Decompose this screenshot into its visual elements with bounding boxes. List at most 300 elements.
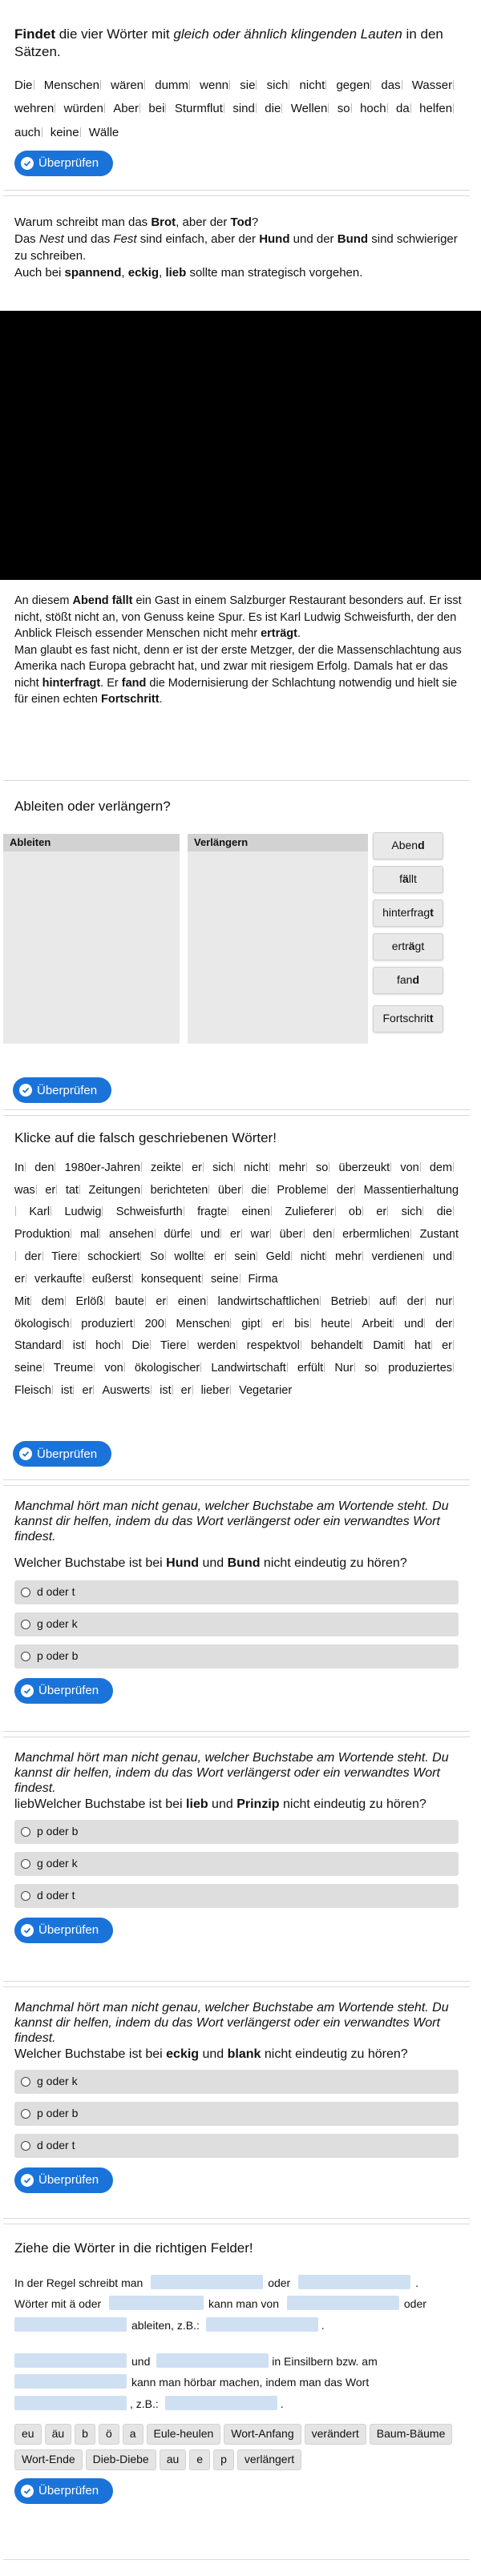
clickable-word[interactable]: ökologischer xyxy=(134,1362,200,1375)
clickable-word[interactable]: eußerst xyxy=(91,1272,131,1286)
clickable-word[interactable]: so xyxy=(316,1161,329,1174)
draggable-word[interactable]: eu xyxy=(14,2424,42,2445)
word-separator xyxy=(144,80,148,90)
word-separator xyxy=(387,103,390,113)
clickable-word[interactable]: Probleme xyxy=(277,1183,327,1197)
word-card[interactable] xyxy=(373,866,443,893)
draggable-word[interactable]: p xyxy=(213,2449,234,2470)
clickable-word[interactable]: werden xyxy=(197,1339,236,1353)
word-separator xyxy=(453,80,456,90)
clickable-word[interactable]: Nur xyxy=(334,1362,354,1375)
word-separator xyxy=(56,1185,59,1194)
word-separator xyxy=(354,1185,358,1194)
word-separator xyxy=(229,80,232,90)
word-separator xyxy=(36,1185,39,1194)
clickable-word[interactable]: und xyxy=(404,1317,424,1330)
word-separator xyxy=(453,1251,456,1261)
clickable-word[interactable]: Menschen xyxy=(176,1317,230,1330)
word-separator xyxy=(453,103,456,113)
clickable-word[interactable]: Fleisch xyxy=(14,1384,51,1398)
draggable-word[interactable]: verlängert xyxy=(237,2449,301,2470)
clickable-word[interactable]: Zeitungen xyxy=(88,1183,141,1197)
draggable-word[interactable]: Dieb-Diebe xyxy=(86,2449,156,2470)
clickable-word[interactable]: den xyxy=(313,1228,333,1242)
word-part-highlight: t xyxy=(429,1012,434,1025)
word-separator xyxy=(257,1251,260,1261)
option-label: d oder t xyxy=(37,1585,75,1599)
word-separator xyxy=(351,1318,354,1328)
clickable-word[interactable]: da xyxy=(396,102,410,116)
drop-field[interactable] xyxy=(151,2275,263,2289)
word-separator xyxy=(453,1362,456,1372)
check-button[interactable]: Überprüfen xyxy=(14,2478,113,2504)
word-separator xyxy=(410,1229,414,1238)
word-separator xyxy=(402,80,405,90)
clickable-word[interactable]: Mit xyxy=(14,1294,30,1308)
clickable-word[interactable]: und xyxy=(432,1250,453,1264)
clickable-word[interactable]: Treume xyxy=(53,1362,94,1375)
word-separator xyxy=(220,1229,224,1238)
paragraph xyxy=(14,1157,459,1403)
draggable-word[interactable]: Eule-heulen xyxy=(147,2424,221,2445)
clickable-word[interactable]: der xyxy=(435,1317,453,1330)
cloze-text: In der Regel schreibt man oder . Wörter mit ä oder kann man von oder ableiten, z.B.: . und in Einsilbern bzw. am kann man hörbar machen, indem man das Wort , z.B.: . xyxy=(14,2276,426,2410)
text-brot-tod xyxy=(3,195,470,293)
clickable-word[interactable]: wenn xyxy=(200,78,229,93)
word-separator xyxy=(335,1206,338,1216)
word-separator xyxy=(203,1162,206,1172)
clickable-word[interactable]: von xyxy=(400,1161,419,1174)
clickable-word[interactable]: er xyxy=(82,1384,93,1398)
clickable-word[interactable]: Aber xyxy=(113,102,139,116)
clickable-word[interactable]: war xyxy=(250,1228,269,1242)
clickable-word[interactable]: der xyxy=(24,1250,42,1264)
drop-field[interactable] xyxy=(287,2296,399,2310)
question-line-1: Warum schreibt man das Brot, aber der Tod? xyxy=(14,215,259,229)
clickable-word[interactable]: den xyxy=(34,1161,55,1174)
drop-field[interactable] xyxy=(14,2396,127,2410)
clickable-word[interactable]: die xyxy=(436,1205,453,1219)
drop-field[interactable] xyxy=(14,2374,127,2389)
clickable-word[interactable]: lieber xyxy=(200,1384,230,1398)
clickable-word[interactable]: er xyxy=(229,1228,240,1242)
clickable-word[interactable]: bei xyxy=(148,102,165,116)
clickable-word[interactable]: sein xyxy=(234,1250,257,1264)
word-part: fan xyxy=(396,973,413,987)
exercise-title: Ziehe die Wörter in die richtigen Felder! xyxy=(14,2240,253,2256)
word-separator xyxy=(362,1206,366,1216)
check-button[interactable]: Überprüfen xyxy=(13,1077,111,1103)
clickable-word[interactable]: nicht xyxy=(300,1250,325,1264)
answer-option[interactable] xyxy=(14,1820,459,1844)
check-button[interactable]: Überprüfen xyxy=(14,1918,113,1943)
word-part: gt xyxy=(414,940,425,953)
clickable-word[interactable]: Menschen xyxy=(43,78,99,93)
clickable-word[interactable]: sich xyxy=(266,78,289,93)
clickable-word[interactable]: Produktion xyxy=(14,1228,71,1242)
clickable-word[interactable]: er xyxy=(272,1317,283,1330)
clickable-word[interactable]: mehr xyxy=(335,1250,362,1264)
word-separator xyxy=(150,1340,153,1350)
clickable-word[interactable]: helfen xyxy=(419,102,453,116)
word-separator xyxy=(200,1362,204,1372)
word-separator xyxy=(325,80,329,90)
clickable-word[interactable]: Wasser xyxy=(411,78,453,93)
word-separator xyxy=(165,1318,168,1328)
clickable-word[interactable]: baute xyxy=(115,1294,144,1308)
clickable-word[interactable]: einen xyxy=(177,1294,207,1308)
word-separator xyxy=(124,1362,127,1372)
check-icon xyxy=(19,1084,32,1097)
clickable-word[interactable]: In xyxy=(14,1161,25,1174)
draggable-word[interactable]: e xyxy=(189,2449,210,2470)
question: Welcher Buchstabe ist bei Hund und Bund nicht eindeutig zu hören? xyxy=(14,1556,407,1570)
word-separator xyxy=(225,1251,228,1261)
draggable-word[interactable]: Baum-Bäume xyxy=(370,2424,453,2445)
clickable-word[interactable]: über xyxy=(279,1228,303,1242)
clickable-word[interactable]: tat xyxy=(65,1183,79,1197)
word-separator xyxy=(79,1251,82,1261)
word-card[interactable] xyxy=(373,900,443,927)
clickable-word[interactable]: keine xyxy=(50,125,79,139)
word-separator xyxy=(304,1229,307,1238)
draggable-word[interactable]: a xyxy=(123,2424,143,2445)
word-separator xyxy=(51,1206,54,1216)
clickable-word[interactable]: sind xyxy=(232,102,255,116)
word-part-highlight: ä xyxy=(408,940,415,953)
clickable-word[interactable]: Zustant xyxy=(419,1228,459,1242)
clickable-word[interactable]: Damit xyxy=(373,1339,404,1353)
clickable-word[interactable]: überzeukt xyxy=(338,1161,390,1174)
clickable-word[interactable]: erbermlichen xyxy=(342,1228,410,1242)
option-label: d oder t xyxy=(37,2138,75,2151)
sentence-words xyxy=(14,74,459,144)
drop-field[interactable] xyxy=(206,2317,318,2332)
quiz-hund-bund xyxy=(3,1485,470,1732)
word-separator xyxy=(145,1296,148,1306)
clickable-word[interactable]: so xyxy=(364,1362,378,1375)
question: liebWelcher Buchstabe ist bei lieb und Prinzip nicht eindeutig zu hören? xyxy=(14,1797,426,1811)
clickable-word[interactable]: der xyxy=(337,1183,354,1197)
clickable-word[interactable]: sie xyxy=(240,78,256,93)
word-separator xyxy=(172,1385,176,1395)
clickable-word[interactable]: wehren xyxy=(14,102,55,116)
clickable-word[interactable]: seine xyxy=(14,1362,42,1375)
drop-field[interactable] xyxy=(165,2396,277,2410)
word-separator xyxy=(328,103,331,113)
word-separator xyxy=(362,1251,366,1261)
clickable-word[interactable]: verdienen xyxy=(371,1250,423,1264)
word-separator xyxy=(230,1318,233,1328)
clickable-word[interactable]: ist xyxy=(72,1339,85,1353)
clickable-word[interactable]: produziert xyxy=(81,1317,133,1330)
word-separator xyxy=(327,1185,330,1194)
word-separator xyxy=(306,1162,309,1172)
question-line-3: Auch bei spannend, eckig, lieb sollte man strategisch vorgehen. xyxy=(14,266,363,280)
word-separator xyxy=(268,1185,271,1194)
clickable-word[interactable]: Tiere xyxy=(160,1339,187,1353)
drop-field[interactable] xyxy=(156,2353,269,2368)
word-separator xyxy=(204,1251,208,1261)
word-separator xyxy=(202,1274,205,1283)
exercise-fill-blanks xyxy=(3,2224,470,2560)
clickable-word[interactable]: auf xyxy=(379,1294,396,1308)
word-separator xyxy=(291,1251,294,1261)
clickable-word[interactable]: auch xyxy=(14,125,41,139)
drop-field[interactable] xyxy=(109,2296,204,2310)
clickable-word[interactable]: dem xyxy=(41,1294,65,1308)
word-separator xyxy=(52,1385,55,1395)
check-icon xyxy=(21,1684,34,1697)
clickable-word[interactable]: ansehen xyxy=(109,1228,154,1242)
word-separator xyxy=(207,1296,210,1306)
clickable-word[interactable]: Arbeit xyxy=(362,1317,393,1330)
text-schweisfurth: An diesem Abend fällt ein Gast in einem Salzburger Restaurant besonders auf. Er isst nicht, stößt nicht an, von Genuss keine Spur. Es ist Karl Ludwig Schweisfurth, der den Anblick Fleisch essender Menschen nicht mehr erträgt. Man glaubt es fast nicht, denn er ist der erste Metzger, der die Massenschlachtung aus Amerika nach Europa gebracht hat, und zwar mit riesigem Erfolg. Damals hat er das nicht hinterfragt. Er fand die Modernisierung der Schlachtung notwendig und hielt sie für einen echten Fortschritt. xyxy=(14,594,462,706)
clickable-word[interactable]: produziertes xyxy=(388,1362,453,1375)
word-separator xyxy=(182,1162,185,1172)
clickable-word[interactable]: Massentierhaltung xyxy=(363,1183,459,1197)
check-button[interactable]: Überprüfen xyxy=(14,151,113,176)
word-separator xyxy=(404,1340,407,1350)
clickable-word[interactable]: 200 xyxy=(144,1317,164,1330)
clickable-word[interactable]: gegen xyxy=(336,78,370,93)
drop-field[interactable] xyxy=(14,2317,127,2332)
word-separator xyxy=(102,1206,105,1216)
clickable-word[interactable]: Die xyxy=(14,78,33,93)
clickable-word[interactable]: schockiert xyxy=(87,1250,140,1264)
word-separator xyxy=(141,1162,144,1172)
clickable-word[interactable]: sich xyxy=(212,1161,233,1174)
word-separator xyxy=(104,1296,107,1306)
word-separator xyxy=(256,103,259,113)
answer-option[interactable] xyxy=(14,2102,459,2126)
word-separator xyxy=(189,80,192,90)
clickable-word[interactable]: ob xyxy=(348,1205,362,1219)
word-card[interactable] xyxy=(373,967,443,994)
word-separator xyxy=(55,1162,58,1172)
exercise-spelling-errors xyxy=(3,1115,470,1480)
check-button[interactable]: Überprüfen xyxy=(14,1678,113,1704)
dropzone-verlaengern[interactable]: Verlängern xyxy=(188,834,368,1044)
clickable-word[interactable]: Auswerts xyxy=(102,1384,151,1398)
clickable-word[interactable]: Erlöß xyxy=(75,1294,104,1308)
word-separator xyxy=(42,1251,46,1261)
option-label: p oder b xyxy=(37,1824,79,1837)
word-separator xyxy=(453,1296,456,1306)
word-card[interactable] xyxy=(373,933,443,960)
draggable-word[interactable]: ö xyxy=(99,2424,119,2445)
clickable-word[interactable]: über xyxy=(217,1183,241,1197)
clickable-word[interactable]: mal xyxy=(80,1228,99,1242)
clickable-word[interactable]: er xyxy=(180,1384,192,1398)
check-button[interactable]: Überprüfen xyxy=(13,1441,111,1467)
option-label: p oder b xyxy=(37,2106,79,2119)
clickable-word[interactable]: die xyxy=(251,1183,267,1197)
draggable-word[interactable]: au xyxy=(160,2449,187,2470)
video-player[interactable] xyxy=(0,311,481,580)
clickable-word[interactable]: Tiere xyxy=(51,1250,78,1264)
check-icon xyxy=(21,2485,34,2498)
clickable-word[interactable]: er xyxy=(376,1205,387,1219)
clickable-word[interactable]: hoch xyxy=(360,102,386,116)
question-line-2: Das Nest und das Fest sind einfach, aber der Hund und der Bund sind schwieriger zu schreiben. xyxy=(14,232,458,263)
clickable-word[interactable]: 1980er-Jahren xyxy=(64,1161,140,1174)
word-separator xyxy=(370,80,374,90)
option-label: d oder t xyxy=(37,1888,75,1902)
answer-option[interactable] xyxy=(14,1644,459,1668)
clickable-word[interactable]: was xyxy=(14,1183,35,1197)
clickable-word[interactable]: er xyxy=(442,1339,452,1353)
clickable-word[interactable]: Vegetarier xyxy=(239,1384,293,1398)
option-label: g oder k xyxy=(37,1856,78,1870)
word-separator xyxy=(390,1162,394,1172)
clickable-word[interactable]: Standard xyxy=(14,1339,62,1353)
check-icon xyxy=(21,1924,34,1937)
clickable-word[interactable]: landwirtschaftlichen xyxy=(217,1294,320,1308)
answer-option[interactable] xyxy=(14,1612,459,1636)
clickable-word[interactable]: So xyxy=(150,1250,164,1264)
clickable-word[interactable]: hat xyxy=(414,1339,431,1353)
clickable-word[interactable]: würden xyxy=(63,102,103,116)
clickable-word[interactable]: dem xyxy=(429,1161,453,1174)
clickable-word[interactable]: und xyxy=(200,1228,220,1242)
radio-icon xyxy=(21,1588,30,1597)
draggable-word[interactable]: Wort-Ende xyxy=(14,2449,83,2470)
clickable-word[interactable]: der xyxy=(406,1294,424,1308)
clickable-word[interactable]: Schweisfurth xyxy=(115,1205,183,1219)
answer-option[interactable] xyxy=(14,2070,459,2094)
answer-option[interactable] xyxy=(14,1884,459,1908)
clickable-word[interactable]: hoch xyxy=(95,1339,121,1353)
clickable-word[interactable]: ist xyxy=(160,1384,172,1398)
word-separator xyxy=(387,1206,390,1216)
clickable-word[interactable]: die xyxy=(265,102,281,116)
clickable-word[interactable]: er xyxy=(213,1250,224,1264)
word-separator xyxy=(167,1296,170,1306)
clickable-word[interactable]: Wellen xyxy=(290,102,328,116)
clickable-word[interactable]: Karl xyxy=(29,1205,51,1219)
clickable-word[interactable]: Geld xyxy=(265,1250,291,1264)
radio-icon xyxy=(21,1827,30,1837)
clickable-word[interactable]: gipt xyxy=(241,1317,261,1330)
clickable-word[interactable]: Zulieferer xyxy=(285,1205,334,1219)
clickable-word[interactable]: behandelt xyxy=(310,1339,362,1353)
answer-option[interactable] xyxy=(14,1580,459,1604)
clickable-word[interactable]: so xyxy=(337,102,350,116)
clickable-word[interactable]: von xyxy=(104,1362,123,1375)
clickable-word[interactable]: erfült xyxy=(297,1362,324,1375)
clickable-word[interactable]: er xyxy=(45,1183,56,1197)
word-separator xyxy=(165,103,168,113)
clickable-word[interactable]: seine xyxy=(210,1272,239,1286)
draggable-word[interactable]: verändert xyxy=(305,2424,366,2445)
word-card[interactable] xyxy=(373,832,443,859)
clickable-word[interactable]: nicht xyxy=(244,1161,269,1174)
word-separator xyxy=(289,80,292,90)
clickable-word[interactable]: er xyxy=(156,1294,167,1308)
clickable-word[interactable]: wollte xyxy=(174,1250,204,1264)
clickable-word[interactable]: konsequent xyxy=(140,1272,201,1286)
clickable-word[interactable]: Sturmflut xyxy=(174,102,223,116)
clickable-word[interactable]: Die xyxy=(131,1339,150,1353)
word-separator xyxy=(281,103,285,113)
clickable-word[interactable]: respektvol xyxy=(246,1339,300,1353)
answer-option[interactable] xyxy=(14,2134,459,2158)
word-separator xyxy=(240,1274,243,1283)
clickable-word[interactable]: sich xyxy=(401,1205,422,1219)
word-separator xyxy=(396,1296,399,1306)
word-separator xyxy=(42,127,45,137)
word-separator xyxy=(261,1318,265,1328)
word-card[interactable] xyxy=(373,1005,443,1032)
clickable-word[interactable]: Wälle xyxy=(88,125,119,139)
clickable-word[interactable]: Betrieb xyxy=(330,1294,368,1308)
clickable-word[interactable]: Landwirtschaft xyxy=(211,1362,286,1375)
clickable-word[interactable]: einen xyxy=(241,1205,270,1219)
word-separator xyxy=(310,1318,313,1328)
check-button[interactable]: Überprüfen xyxy=(14,2167,113,2193)
clickable-word[interactable]: dürfe xyxy=(164,1228,191,1242)
drop-field[interactable] xyxy=(298,2275,410,2289)
word-part: Aben xyxy=(391,839,418,852)
word-separator xyxy=(15,1206,18,1216)
word-separator xyxy=(93,1385,96,1395)
word-separator xyxy=(410,103,414,113)
clickable-word[interactable]: mehr xyxy=(278,1161,305,1174)
word-separator xyxy=(104,103,107,113)
clickable-word[interactable]: berichteten xyxy=(150,1183,208,1197)
clickable-word[interactable]: wären xyxy=(111,78,144,93)
clickable-word[interactable]: er xyxy=(192,1161,202,1174)
word-separator xyxy=(155,1229,158,1238)
option-label: p oder b xyxy=(37,1649,79,1663)
clickable-word[interactable]: zeikte xyxy=(151,1161,181,1174)
clickable-word[interactable]: nicht xyxy=(299,78,325,93)
clickable-word[interactable]: heute xyxy=(321,1317,350,1330)
clickable-word[interactable]: nur xyxy=(435,1294,453,1308)
word-separator xyxy=(224,103,227,113)
clickable-word[interactable]: dumm xyxy=(155,78,188,93)
clickable-word[interactable]: er xyxy=(14,1272,25,1286)
draggable-word[interactable]: äu xyxy=(45,2424,72,2445)
clickable-word[interactable]: das xyxy=(381,78,401,93)
clickable-word[interactable]: Ludwig xyxy=(64,1205,102,1219)
word-separator xyxy=(83,1274,87,1283)
drop-field[interactable] xyxy=(14,2353,127,2368)
word-separator xyxy=(423,1251,426,1261)
clickable-word[interactable]: bis xyxy=(294,1317,309,1330)
exercise-sort-words xyxy=(3,780,470,1110)
hint: Manchmal hört man nicht genau, welcher Buchstabe am Wortende steht. Du kannst dir helfen, indem du das Wort verlängerst oder ein verwandtes Wort findest. xyxy=(14,1751,449,1796)
clickable-word[interactable]: ist xyxy=(60,1384,73,1398)
draggable-word[interactable]: Wort-Anfang xyxy=(224,2424,301,2445)
clickable-word[interactable]: Firma xyxy=(248,1272,278,1286)
quiz-eckig-blank xyxy=(3,1986,470,2219)
word-separator xyxy=(453,1162,456,1172)
word-separator xyxy=(65,1296,68,1306)
word-separator xyxy=(324,1362,327,1372)
clickable-word[interactable]: fragte xyxy=(197,1205,228,1219)
word-separator xyxy=(34,80,37,90)
clickable-word[interactable]: ökologisch xyxy=(14,1317,70,1330)
word-separator xyxy=(329,1162,332,1172)
word-separator xyxy=(234,1162,237,1172)
draggable-word[interactable]: b xyxy=(75,2424,95,2445)
answer-option[interactable] xyxy=(14,1852,459,1876)
dropzone-ableiten[interactable]: Ableiten xyxy=(3,834,180,1044)
clickable-word[interactable]: verkaufte xyxy=(34,1272,83,1286)
word-separator xyxy=(424,1318,427,1328)
